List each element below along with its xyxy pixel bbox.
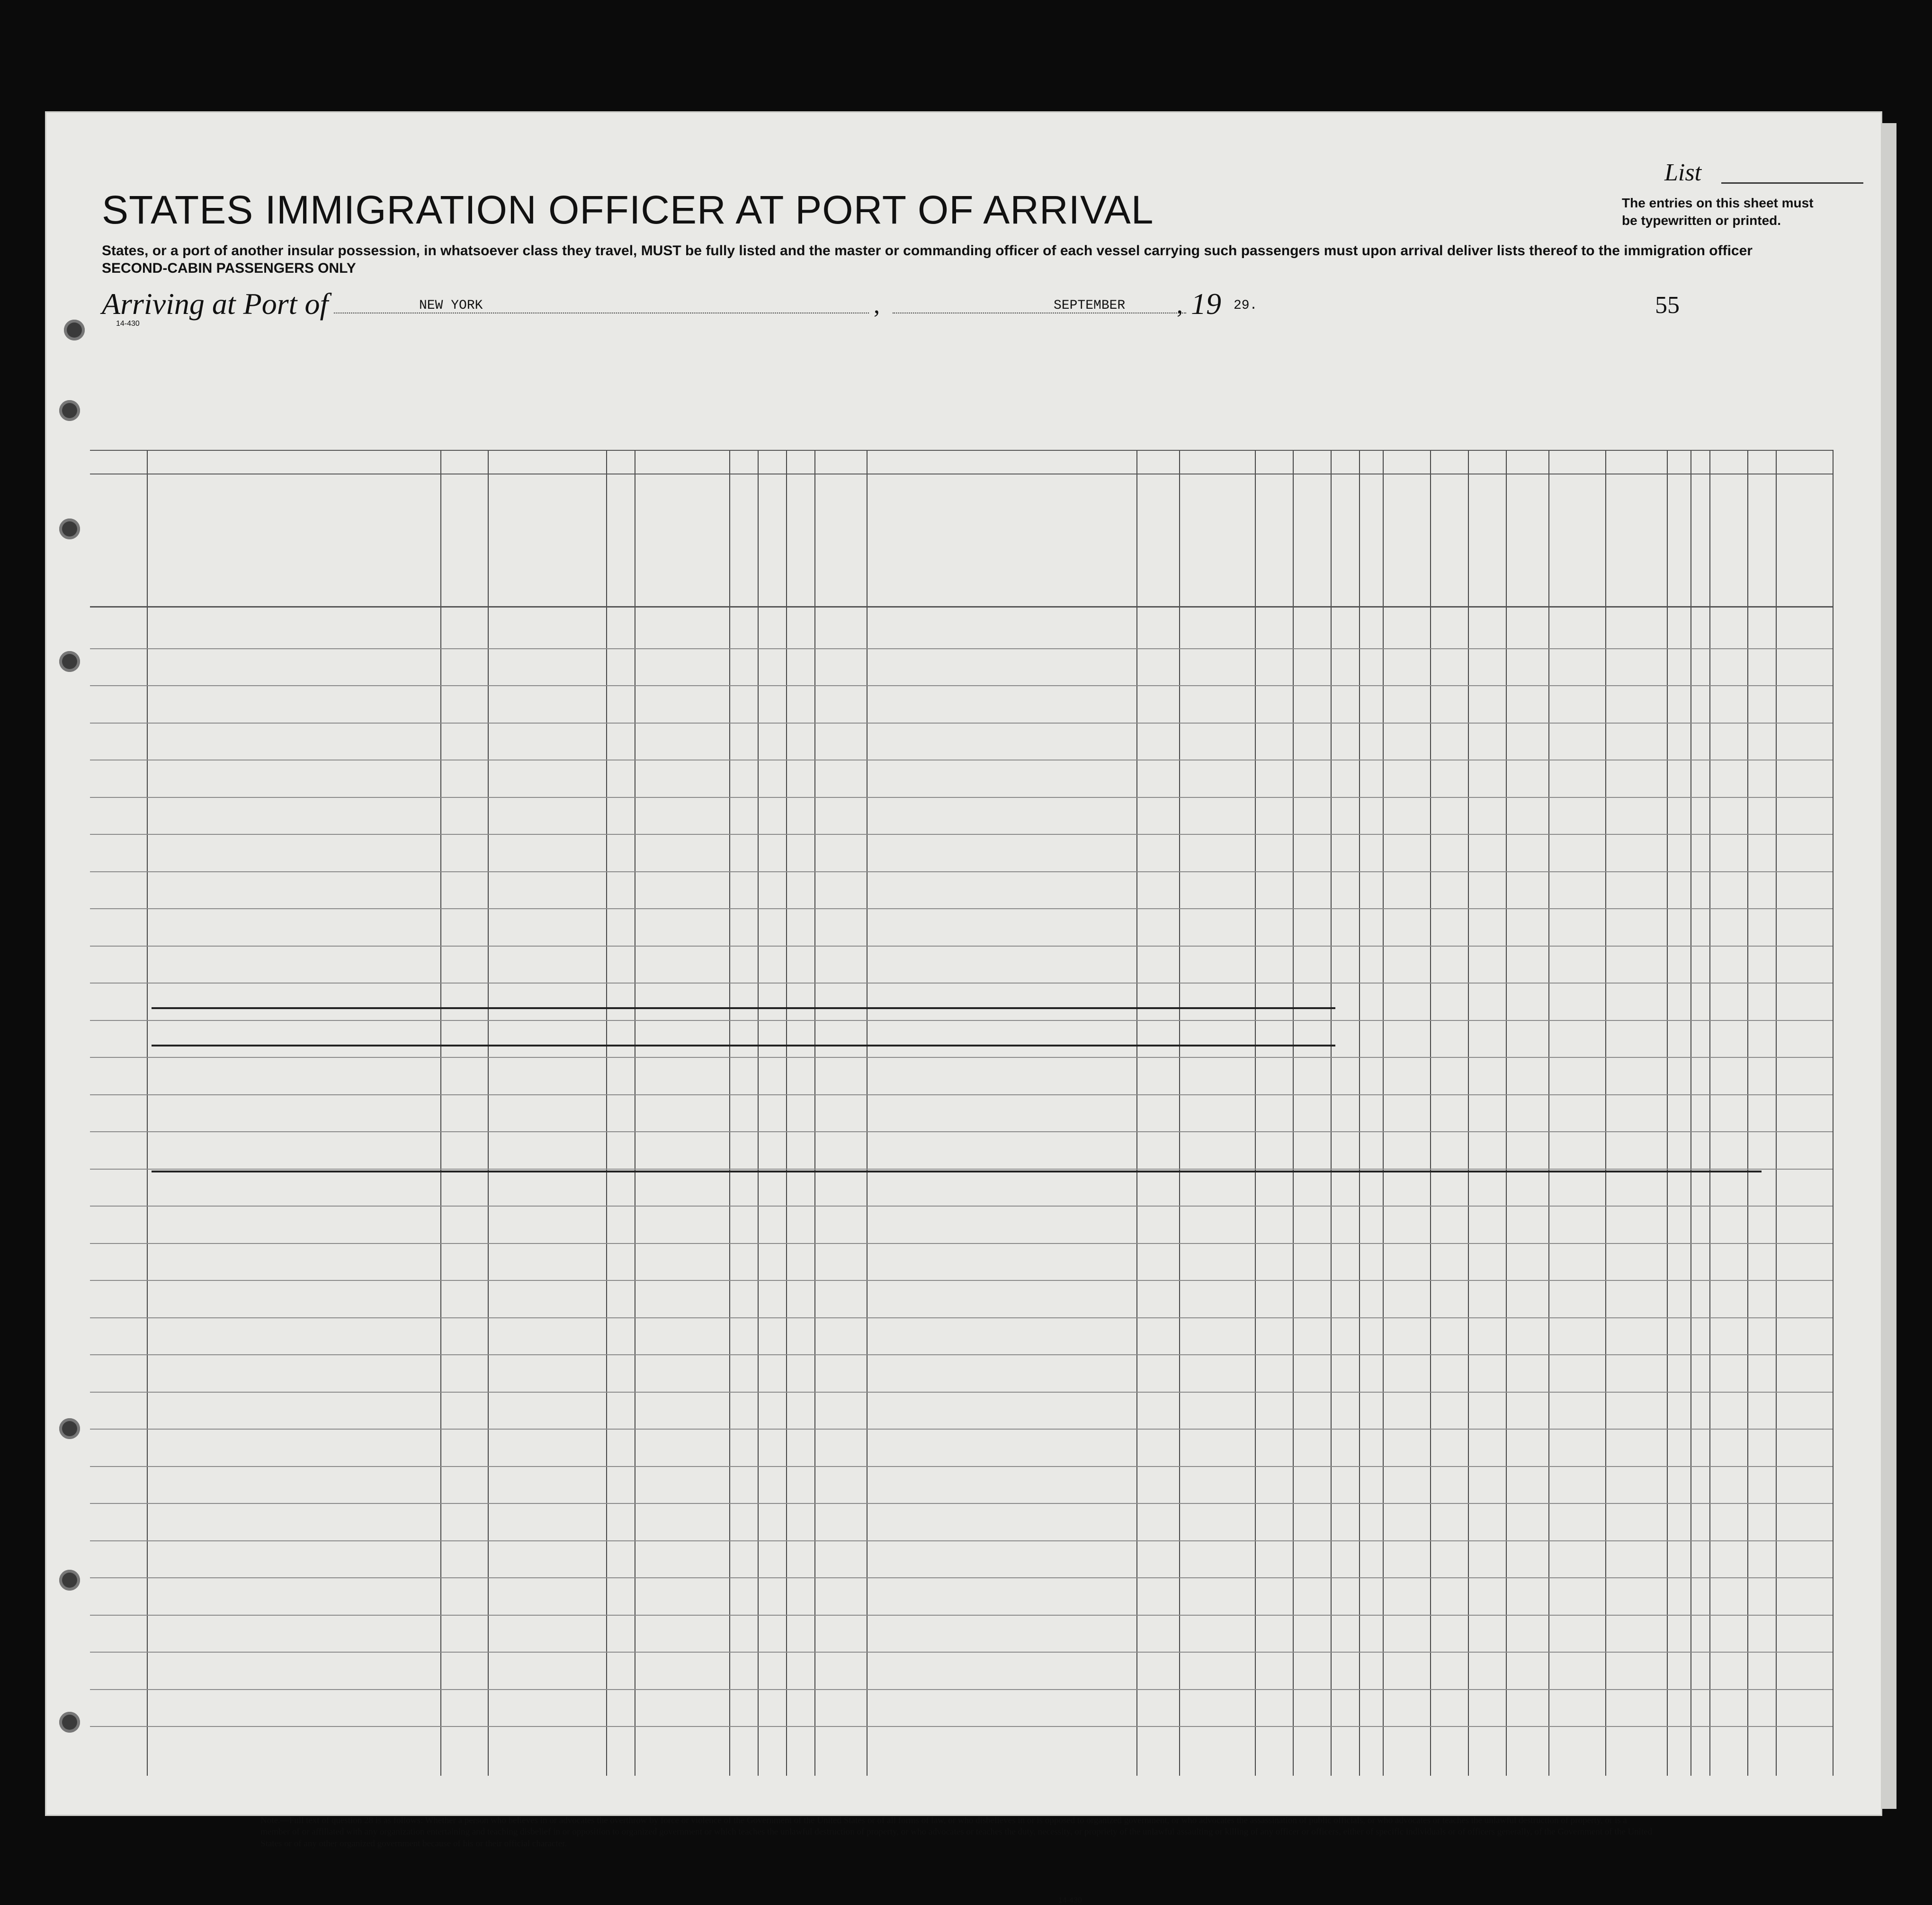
page-number: 55 <box>1655 292 1680 319</box>
header-inches <box>1643 559 1657 597</box>
punch-hole <box>59 1418 80 1439</box>
table-row <box>90 1429 1833 1430</box>
table-row <box>90 1466 1833 1467</box>
header-purpose-b <box>1208 492 1226 601</box>
table-row <box>90 1206 1833 1207</box>
table-row <box>90 1169 1833 1170</box>
arrival-month: SEPTEMBER <box>1054 298 1126 313</box>
table-row <box>90 983 1833 984</box>
footnote: Note.—Full text of question 28 is as follows: Whether a person who believes in or advocates the overthrow by force or violence of the Government of the United States or of all forms of law, or who disbelieves in or is opposed to organized government, or who advocates the assassination of public officials, or who advocates or teaches the unlawful destruction of property, or is a member of or affiliated with any organization entertaining and teaching disbelief in or opposition to organized government or which teaches the unlawful destruction of property, or who advocates or teaches the duty, necessity, or propriety of the unlawful assaulting or killing of any officer or officers, either of specific individuals or of officers generally, of the Government of the United States or of any other organized government because of his or their official character. <box>260 1816 1653 1849</box>
header-ticket <box>611 483 630 601</box>
table-row <box>90 946 1833 947</box>
typewritten-note-2: be typewritten or printed. <box>1622 213 1781 228</box>
manifest-sheet <box>45 111 1882 1905</box>
port-name: NEW YORK <box>419 298 483 313</box>
comma: , <box>874 292 880 319</box>
table-row <box>90 1392 1833 1393</box>
table-row <box>90 1689 1833 1690</box>
list-label: List <box>1664 159 1702 186</box>
header-fifty <box>734 483 753 601</box>
table-row <box>90 1652 1833 1653</box>
strike-line <box>152 1007 1335 1009</box>
page-title: STATES IMMIGRATION OFFICER AT PORT OF ARRIVAL <box>102 188 1154 232</box>
list-number-line <box>1721 182 1863 184</box>
year-suffix: 29. <box>1234 298 1258 313</box>
punch-hole <box>59 1712 80 1733</box>
table-row <box>90 1243 1833 1244</box>
punch-hole <box>64 320 85 340</box>
year-prefix: 19 <box>1191 287 1221 321</box>
header-rule <box>90 450 1833 451</box>
punch-hole <box>59 400 80 421</box>
page-edge <box>1882 123 1896 1809</box>
punch-hole <box>59 519 80 539</box>
header-q28 <box>1387 478 1425 601</box>
typewritten-note-1: The entries on this sheet must <box>1622 196 1814 210</box>
header-q29 <box>1435 478 1463 601</box>
form-code: 14-430 <box>116 320 140 328</box>
header-q30 <box>1473 478 1501 601</box>
table-row <box>90 908 1833 909</box>
column-rule <box>1833 450 1834 1776</box>
table-row <box>90 648 1833 649</box>
table-row <box>90 1726 1833 1727</box>
header-prison <box>1295 483 1328 601</box>
header-anarchist <box>1364 483 1378 601</box>
table-row <box>90 1540 1833 1541</box>
table-row <box>90 1577 1833 1578</box>
arriving-at-port-label: Arriving at Port of <box>102 287 329 321</box>
table-row <box>90 1354 1833 1355</box>
table-row <box>90 797 1833 798</box>
strike-line <box>152 1045 1335 1046</box>
table-row <box>90 1615 1833 1616</box>
bottom-form-code: 14-430 <box>1058 1896 1082 1905</box>
table-row <box>90 871 1833 872</box>
table-row <box>90 1317 1833 1318</box>
header-purpose-a <box>1141 492 1174 601</box>
punch-hole <box>59 651 80 672</box>
strike-line <box>152 1171 1762 1172</box>
table-row <box>90 1094 1833 1095</box>
table-row <box>90 834 1833 835</box>
table-row <box>90 1131 1833 1132</box>
punch-hole <box>59 1570 80 1591</box>
table-row <box>90 1280 1833 1281</box>
table-row <box>90 685 1833 686</box>
header-feet <box>1610 563 1624 597</box>
comma: , <box>1177 292 1183 319</box>
header-purpose-c <box>1260 492 1288 601</box>
header-polygamist <box>1335 483 1354 601</box>
table-row <box>90 1020 1833 1021</box>
table-row <box>90 1503 1833 1504</box>
header-passenger-class: SECOND-CABIN PASSENGERS ONLY <box>102 260 356 276</box>
header-rule <box>90 606 1833 608</box>
table-row <box>90 1057 1833 1058</box>
table-row <box>90 723 1833 724</box>
manifest-table <box>90 450 1833 1776</box>
header-legal-text: States, or a port of another insular possession, in whatsoever class they travel, MUST be fully listed and the master or commanding officer of each vessel carrying such passengers must upon arrival deliver lists thereof to the immigration officer <box>102 243 1753 259</box>
